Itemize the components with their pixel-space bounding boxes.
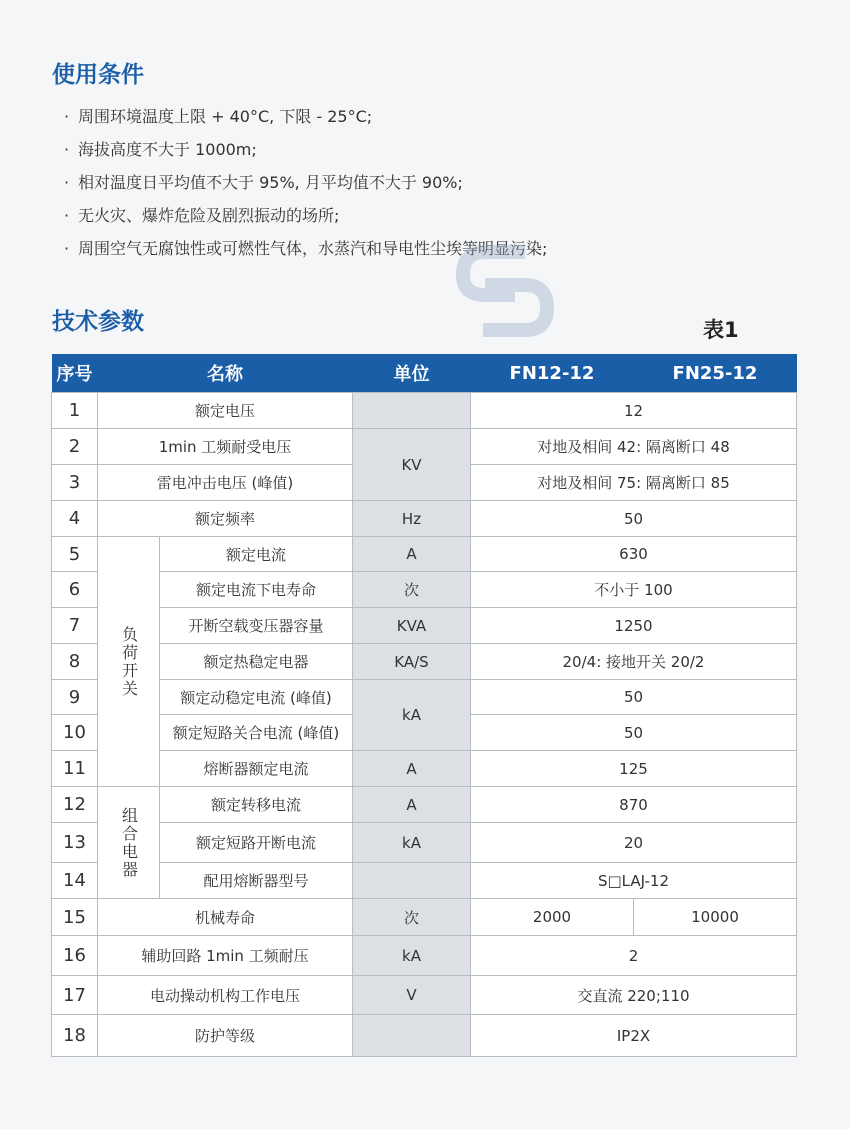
row-no: 4 <box>52 501 98 537</box>
row-no: 11 <box>52 751 98 787</box>
header-fn12: FN12-12 <box>471 354 634 393</box>
row-unit: 次 <box>353 899 471 936</box>
row-unit: KV <box>353 429 471 501</box>
row-unit: KA/S <box>353 644 471 680</box>
row-value: 50 <box>471 501 797 537</box>
row-value: 不小于 100 <box>471 572 797 608</box>
table-row <box>52 751 797 787</box>
header-no: 序号 <box>52 354 98 393</box>
row-unit: V <box>353 976 471 1015</box>
table-row <box>52 537 797 572</box>
table-row <box>52 863 797 899</box>
table-row <box>52 572 797 608</box>
row-no: 6 <box>52 572 98 608</box>
table-row <box>52 644 797 680</box>
table-row <box>52 501 797 537</box>
row-name: 额定短路开断电流 <box>160 823 353 863</box>
section-title-specs: 技术参数 <box>52 309 144 335</box>
row-no: 14 <box>52 863 98 899</box>
row-unit: KVA <box>353 608 471 644</box>
list-item: · 无火灾、爆炸危险及剧烈振动的场所; <box>64 206 340 225</box>
table-header-row <box>52 354 797 393</box>
row-name: 防护等级 <box>98 1015 353 1057</box>
row-value: 对地及相间 75: 隔离断口 85 <box>471 465 797 501</box>
row-value: S□LAJ-12 <box>471 863 797 899</box>
row-name: 额定频率 <box>98 501 353 537</box>
section-title-conditions: 使用条件 <box>52 62 144 88</box>
row-value: 2 <box>471 936 797 976</box>
row-name: 额定短路关合电流 (峰值) <box>160 715 353 751</box>
row-unit: A <box>353 537 471 572</box>
table-row <box>52 976 797 1015</box>
row-unit <box>353 1015 471 1057</box>
row-name: 雷电冲击电压 (峰值) <box>98 465 353 501</box>
row-name: 配用熔断器型号 <box>160 863 353 899</box>
row-unit <box>353 393 471 429</box>
row-no: 16 <box>52 936 98 976</box>
row-name: 辅助回路 1min 工频耐压 <box>98 936 353 976</box>
row-unit: 次 <box>353 572 471 608</box>
table-row <box>52 823 797 863</box>
row-unit: Hz <box>353 501 471 537</box>
row-no: 12 <box>52 787 98 823</box>
row-no: 10 <box>52 715 98 751</box>
row-name: 开断空载变压器容量 <box>160 608 353 644</box>
table-row <box>52 936 797 976</box>
row-name: 机械寿命 <box>98 899 353 936</box>
row-no: 9 <box>52 680 98 715</box>
list-item: · 相对温度日平均值不大于 95%, 月平均值不大于 90%; <box>64 173 463 192</box>
table-row <box>52 608 797 644</box>
row-name: 额定电流下电寿命 <box>160 572 353 608</box>
logo-watermark-icon <box>455 240 555 340</box>
row-value: 50 <box>471 680 797 715</box>
row-no: 17 <box>52 976 98 1015</box>
table-row <box>52 899 797 936</box>
list-item: · 海拔高度不大于 1000m; <box>64 140 257 159</box>
header-unit: 单位 <box>353 354 471 393</box>
row-value: 50 <box>471 715 797 751</box>
table-row <box>52 393 797 429</box>
row-no: 8 <box>52 644 98 680</box>
spec-table <box>51 354 797 1057</box>
row-unit <box>353 863 471 899</box>
row-no: 2 <box>52 429 98 465</box>
group-label-combined: 组合电器 <box>98 787 160 899</box>
table-label: 表1 <box>703 318 739 342</box>
row-no: 18 <box>52 1015 98 1057</box>
row-value: 20 <box>471 823 797 863</box>
row-name: 额定动稳定电流 (峰值) <box>160 680 353 715</box>
row-unit: A <box>353 787 471 823</box>
row-unit: kA <box>353 936 471 976</box>
row-name: 1min 工频耐受电压 <box>98 429 353 465</box>
row-unit: kA <box>353 823 471 863</box>
row-value: 20/4: 接地开关 20/2 <box>471 644 797 680</box>
row-name: 额定电压 <box>98 393 353 429</box>
table-row <box>52 1015 797 1057</box>
group-label-load-switch: 负荷开关 <box>98 537 160 787</box>
table-row <box>52 787 797 823</box>
table-row <box>52 429 797 465</box>
row-value-fn25: 10000 <box>634 899 797 936</box>
row-no: 13 <box>52 823 98 863</box>
list-item: · 周围环境温度上限 + 40°C, 下限 - 25°C; <box>64 107 373 126</box>
row-value: IP2X <box>471 1015 797 1057</box>
row-no: 7 <box>52 608 98 644</box>
header-name: 名称 <box>98 354 353 393</box>
row-name: 额定电流 <box>160 537 353 572</box>
header-fn25: FN25-12 <box>634 354 797 393</box>
row-name: 熔断器额定电流 <box>160 751 353 787</box>
row-name: 额定热稳定电器 <box>160 644 353 680</box>
row-no: 5 <box>52 537 98 572</box>
table-row <box>52 680 797 715</box>
row-value: 对地及相间 42: 隔离断口 48 <box>471 429 797 465</box>
row-name: 额定转移电流 <box>160 787 353 823</box>
row-no: 15 <box>52 899 98 936</box>
row-value: 125 <box>471 751 797 787</box>
row-unit: A <box>353 751 471 787</box>
row-value: 630 <box>471 537 797 572</box>
row-value: 870 <box>471 787 797 823</box>
row-value: 12 <box>471 393 797 429</box>
row-value: 1250 <box>471 608 797 644</box>
list-item: · 周围空气无腐蚀性或可燃性气体，水蒸汽和导电性尘埃等明显污染; <box>64 239 548 258</box>
row-value: 交直流 220;110 <box>471 976 797 1015</box>
row-unit: kA <box>353 680 471 751</box>
row-no: 3 <box>52 465 98 501</box>
row-value-fn12: 2000 <box>471 899 634 936</box>
row-name: 电动操动机构工作电压 <box>98 976 353 1015</box>
row-no: 1 <box>52 393 98 429</box>
